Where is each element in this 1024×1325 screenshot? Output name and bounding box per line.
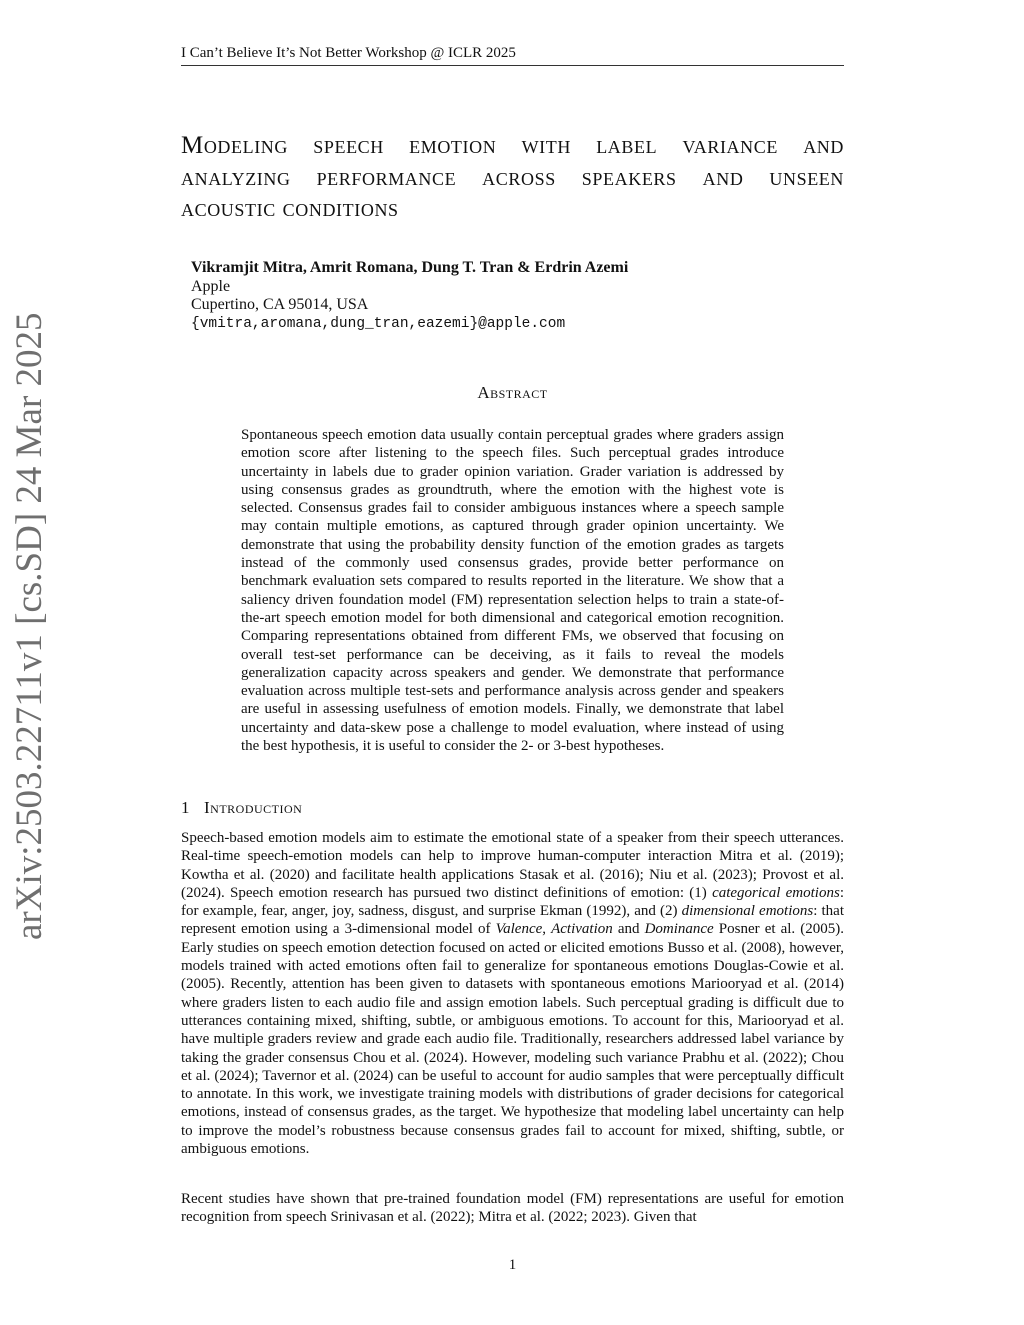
section-number: 1 — [181, 798, 190, 817]
section-heading-introduction — [181, 798, 844, 818]
author-affiliation: Apple — [191, 277, 231, 295]
section-title: Introduction — [204, 798, 303, 817]
emphasis-activation: Activation — [551, 921, 613, 938]
text-run: : that represent emotion using a 3-dimensional model of — [181, 903, 844, 938]
emphasis-dominance: Dominance — [644, 921, 714, 938]
paper-title: Modeling speech emotion with label variance and analyzing performance across speakers and unseen acoustic conditions — [181, 132, 844, 222]
emphasis-categorical-emotions: categorical emotions — [712, 884, 840, 901]
abstract-text: Spontaneous speech emotion data usually contain perceptual grades where graders assign emotion score after listening to the speech files. Such perceptual grades introduce uncertainty in labels due to grader opinion variation. Grader variation is addressed by using consensus grades as groundtruth, where the emotion with the highest vote is selected. Consensus grades fail to consider ambiguous instances where a speech sample may contain multiple emotions, as captured through grader opinion uncertainty. We demonstrate that using the probability density function of the emotion grades as targets instead of the commonly used consensus grades, provide better performance on benchmark evaluation sets compared to results reported in the literature. We show that a saliency driven foundation model (FM) representation selection helps to train a state-of-the-art speech emotion model for both dimensional and categorical emotion recognition. Comparing representations obtained from different FMs, we observed that focusing on overall test-set performance can be deceiving, as it fails to reveal the models generalization capacity across speakers and gender. We demonstrate that performance evaluation across multiple test-sets and performance analysis across gender and speakers are useful in assessing usefulness of emotion models. Finally, we demonstrate that label uncertainty and data-skew pose a challenge to model evaluation, where instead of using the best hypothesis, it is useful to consider the 2- or 3-best hypotheses. — [241, 427, 784, 755]
arxiv-identifier-stamp[interactable]: arXiv:2503.22711v1 [cs.SD] 24 Mar 2025 — [9, 312, 50, 940]
introduction-paragraph-2: Recent studies have shown that pre-trained foundation model (FM) representations are useful for emotion recognition from speech Srinivasan et al. (2022); Mitra et al. (2022; 2023). Given that — [181, 1191, 844, 1226]
text-run: Posner et al. (2005). Early studies on speech emotion detection focused on acted or elicited emotions Busso et al. (2008), however, models trained with acted emotions often fail to generalize for spontaneous emotions Douglas-Cowie et al. (2005). Recently, attention has been given to datasets with spontaneous emotions Mariooryad et al. (2014) where graders listen to each audio file and assign emotion labels. Such perceptual grading is difficult due to utterances containing mixed, shifting, subtle, or ambiguous emotions. To account for this, Mariooryad et al. have multiple graders review and grade each audio file. Traditionally, researchers addressed label variance by taking the grader consensus Chou et al. (2024). However, modeling such variance Prabhu et al. (2022); Chou et al. (2024); Tavernor et al. (2024) can be useful to account for audio samples that were perceptually difficult to annotate. In this work, we investigate training models with distributions of grader decisions for categorical emotions, instead of consensus grades, as the target. We hypothesize that modeling label uncertainty can help to improve the model’s robustness because consensus grades fail to account for mixed, shifting, subtle, or ambiguous emotions. — [181, 921, 844, 1158]
abstract-heading: Abstract — [477, 383, 548, 402]
text-run: and — [612, 921, 645, 938]
text-run: Speech-based emotion models aim to estimate the emotional state of a speaker from their speech utterances. Real-time speech-emotion models can help to improve human-computer interaction Mitra et al. (2019); Kowtha et al. (2020) and facilitate health applications Stasak et al. (2016); Niu et al. (2023); Provost et al. (2024). Speech emotion research has pursued two distinct definitions of emotion: (1) — [181, 830, 844, 901]
emphasis-valence: Valence — [495, 921, 543, 938]
author-names: Vikramjit Mitra, Amrit Romana, Dung T. Tran & Erdrin Azemi — [191, 259, 629, 276]
introduction-paragraph-1 — [181, 829, 844, 1158]
emphasis-dimensional-emotions: dimensional emotions — [681, 903, 814, 920]
running-header: I Can’t Believe It’s Not Better Workshop @ ICLR 2025 — [181, 44, 844, 66]
author-email[interactable]: {vmitra,aromana,dung_tran,eazemi}@apple.com — [191, 315, 566, 332]
author-address: Cupertino, CA 95014, USA — [191, 296, 369, 313]
text-run: , — [542, 921, 552, 938]
author-block — [191, 259, 791, 333]
text-run: : for example, fear, anger, joy, sadness, disgust, and surprise Ekman (1992), and (2) — [181, 884, 844, 920]
page-number: 1 — [508, 1257, 517, 1273]
